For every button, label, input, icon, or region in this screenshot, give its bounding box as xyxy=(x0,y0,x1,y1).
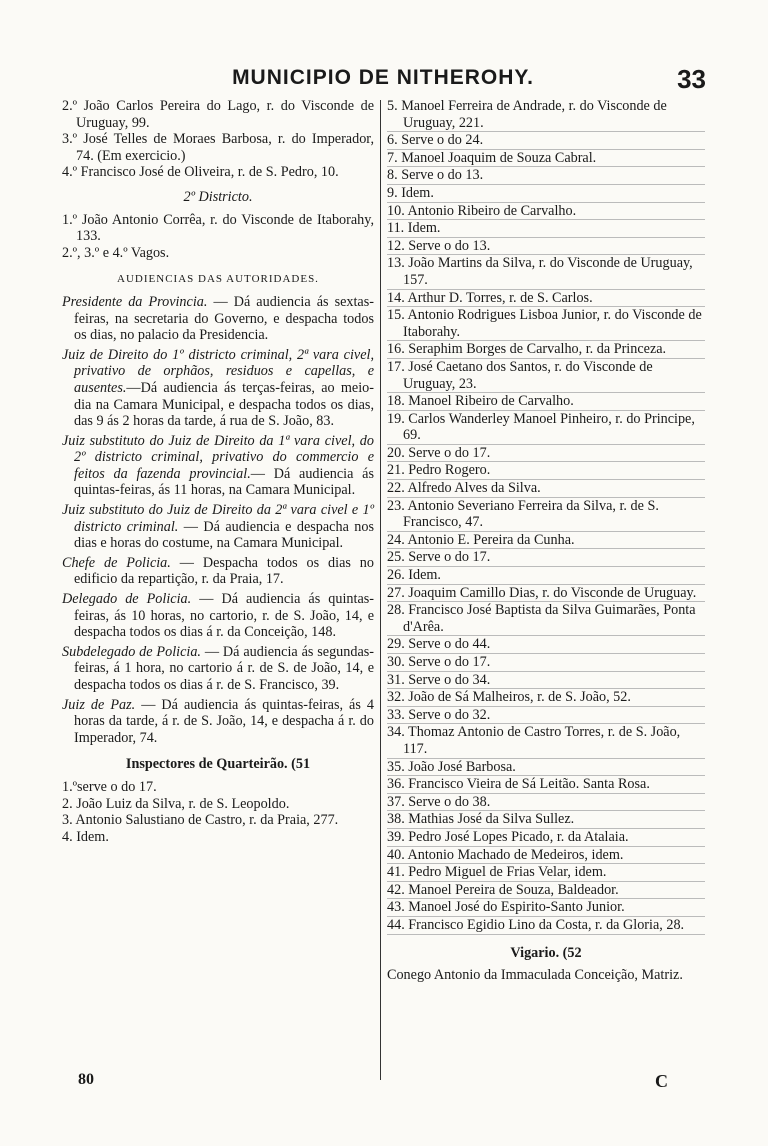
audiencia-paragraph xyxy=(62,591,374,641)
list-item: 35. João José Barbosa. xyxy=(387,759,705,777)
authority-title: Chefe de Policia. xyxy=(62,554,171,571)
vigario-entry: Conego Antonio da Immaculada Conceição, Matriz. xyxy=(387,967,683,984)
audiencia-paragraph xyxy=(62,433,374,499)
authority-text: — Dá audiencia ás segundas-feiras, á 1 hora, no cartorio á r. de S. de João, 14, e despacha todos os dias á r. de S. Francisco, 39. xyxy=(74,643,375,693)
inspectores-heading: Inspectores de Quarteirão. (51 xyxy=(125,756,311,773)
signature-mark: 80 xyxy=(78,1071,94,1088)
list-item: 28. Francisco José Baptista da Silva Guimarães, Ponta d'Arêa. xyxy=(387,602,705,636)
list-item: 39. Pedro José Lopes Picado, r. da Atalaia. xyxy=(387,829,705,847)
list-item: 10. Antonio Ribeiro de Carvalho. xyxy=(387,203,705,221)
page-number: 33 xyxy=(677,64,706,94)
list-item: 25. Serve o do 17. xyxy=(387,549,705,567)
list-item: 40. Antonio Machado de Medeiros, idem. xyxy=(387,847,705,865)
authority-title: Juiz substituto do Juiz de Direito da 1ª vara civel, do 2º districto criminal, privativo do commercio e feitos da fazenda provincial. xyxy=(62,432,374,482)
list-item: 16. Seraphim Borges de Carvalho, r. da Princeza. xyxy=(387,341,705,359)
page-footer xyxy=(78,1071,668,1093)
authority-text: — Dá audiencia ás quintas-feiras, ás 10 horas, no cartorio, r. de S. João, 14, e despacha todos os dias á r. da Conceição, 148. xyxy=(74,591,375,641)
audiencia-paragraph xyxy=(62,644,374,694)
audiencia-paragraph xyxy=(62,697,374,747)
district-entry: 1.º João Antonio Corrêa, r. do Visconde de Itaborahy, 133. xyxy=(62,211,374,245)
page-header xyxy=(60,62,706,98)
list-item: 20. Serve o do 17. xyxy=(387,445,705,463)
authority-title: Juiz de Direito do 1º districto criminal, 2ª vara civel, privativo de orphãos, residuos e capellas, e ausentes. xyxy=(62,346,374,396)
list-item: 15. Antonio Rodrigues Lisboa Junior, r. do Visconde de Itaborahy. xyxy=(387,307,705,341)
authority-text: — Dá audiencia ás sextas-feiras, na secretaria do Governo, e despacha todos os dias, no palacio da Presidencia. xyxy=(74,293,374,344)
list-item: 7. Manoel Joaquim de Souza Cabral. xyxy=(387,150,705,168)
authority-text: — Dá audiencia ás quintas-feiras, ás 4 horas da tarde, á r. de S. João, 14, e despacha á r. do Imperador, 74. xyxy=(74,696,374,746)
list-item: 42. Manoel Pereira de Souza, Baldeador. xyxy=(387,882,705,900)
audiencia-paragraph xyxy=(62,502,374,552)
inspector-entry: 3. Antonio Salustiano de Castro, r. da Praia, 277. xyxy=(62,812,339,829)
authority-text: —Dá audiencia ás terças-feiras, ao meio-dia na Camara Municipal, e despacha todos os dias, das 9 ás 2 horas da tarde, á rua de S. João, 83. xyxy=(74,379,374,430)
list-item: 26. Idem. xyxy=(387,567,705,585)
inspectores-list xyxy=(62,779,374,845)
first-entry: 4.º Francisco José de Oliveira, r. de S. Pedro, 10. xyxy=(62,164,339,181)
list-item: 12. Serve o do 13. xyxy=(387,238,705,256)
first-district-list xyxy=(62,98,374,181)
list-item: 31. Serve o do 34. xyxy=(387,672,705,690)
list-item: 13. João Martins da Silva, r. do Visconde de Uruguay, 157. xyxy=(387,255,705,289)
list-item: 30. Serve o do 17. xyxy=(387,654,705,672)
list-item: 37. Serve o do 38. xyxy=(387,794,705,812)
list-item: 27. Joaquim Camillo Dias, r. do Visconde de Uruguay. xyxy=(387,585,705,603)
authority-title: Juiz substituto do Juiz de Direito da 2ª vara civel e 1º districto criminal. xyxy=(62,502,374,535)
list-item: 36. Francisco Vieira de Sá Leitão. Santa Rosa. xyxy=(387,776,705,794)
district-heading: 2º Districto. xyxy=(183,188,253,205)
list-item: 18. Manoel Ribeiro de Carvalho. xyxy=(387,393,705,411)
column-divider xyxy=(380,100,381,1080)
authority-title: Presidente da Provincia. xyxy=(62,293,208,310)
list-item: 9. Idem. xyxy=(387,185,705,203)
list-item: 44. Francisco Egidio Lino da Costa, r. da Gloria, 28. xyxy=(387,917,705,935)
authority-title: Delegado de Policia. xyxy=(62,591,192,608)
list-item: 6. Serve o do 24. xyxy=(387,132,705,150)
list-item: 8. Serve o do 13. xyxy=(387,167,705,185)
list-item: 38. Mathias José da Silva Sullez. xyxy=(387,811,705,829)
audiencias-heading: AUDIENCIAS DAS AUTORIDADES. xyxy=(117,273,319,286)
list-item: 24. Antonio E. Pereira da Cunha. xyxy=(387,532,705,550)
inspector-entry: 2. João Luiz da Silva, r. de S. Leopoldo. xyxy=(62,795,290,812)
list-item: 29. Serve o do 44. xyxy=(387,636,705,654)
authority-text: — Despacha todos os dias no edificio da repartição, r. da Praia, 17. xyxy=(74,554,374,588)
right-column xyxy=(387,98,705,984)
district-entry: 2.º, 3.º e 4.º Vagos. xyxy=(62,244,170,261)
first-entry: 2.º João Carlos Pereira do Lago, r. do Visconde de Uruguay, 99. xyxy=(62,98,374,131)
audiencia-paragraph xyxy=(62,294,374,344)
list-item: 23. Antonio Severiano Ferreira da Silva, r. de S. Francisco, 47. xyxy=(387,498,705,532)
audiencias-list xyxy=(62,294,374,746)
list-item: 34. Thomaz Antonio de Castro Torres, r. de S. João, 117. xyxy=(387,724,705,758)
second-district-list xyxy=(62,212,374,262)
list-item: 21. Pedro Rogero. xyxy=(387,462,705,480)
authority-title: Juiz de Paz. xyxy=(62,696,136,713)
list-item: 41. Pedro Miguel de Frias Velar, idem. xyxy=(387,864,705,882)
list-item: 14. Arthur D. Torres, r. de S. Carlos. xyxy=(387,290,705,308)
inspectores-continued-list xyxy=(387,98,705,935)
list-item: 19. Carlos Wanderley Manoel Pinheiro, r. do Principe, 69. xyxy=(387,411,705,445)
vigario-heading: Vigario. (52 xyxy=(510,944,582,961)
list-item: 32. João de Sá Malheiros, r. de S. João, 52. xyxy=(387,689,705,707)
inspector-entry: 4. Idem. xyxy=(62,828,109,845)
list-item: 11. Idem. xyxy=(387,220,705,238)
audiencia-paragraph xyxy=(62,555,374,588)
list-item: 33. Serve o do 32. xyxy=(387,707,705,725)
left-column xyxy=(62,98,374,845)
inspector-entry: 1.ºserve o do 17. xyxy=(62,778,157,795)
list-item: 22. Alfredo Alves da Silva. xyxy=(387,480,705,498)
authority-text: — Dá audiencia ás quintas-feiras, ás 11 horas, na Camara Municipal. xyxy=(74,465,374,499)
authority-title: Subdelegado de Policia. xyxy=(62,643,201,660)
first-entry: 3.º José Telles de Moraes Barbosa, r. do Imperador, 74. (Em exercicio.) xyxy=(62,131,374,164)
gathering-mark: C xyxy=(655,1071,668,1091)
list-item: 43. Manoel José do Espirito-Santo Junior. xyxy=(387,899,705,917)
authority-text: — Dá audiencia e despacha nos dias e horas do costume, na Camara Municipal. xyxy=(74,518,374,552)
page-title: MUNICIPIO DE NITHEROHY. xyxy=(232,66,534,89)
audiencia-paragraph xyxy=(62,347,374,430)
list-item: 5. Manoel Ferreira de Andrade, r. do Visconde de Uruguay, 221. xyxy=(387,98,705,132)
list-item: 17. José Caetano dos Santos, r. do Visconde de Uruguay, 23. xyxy=(387,359,705,393)
